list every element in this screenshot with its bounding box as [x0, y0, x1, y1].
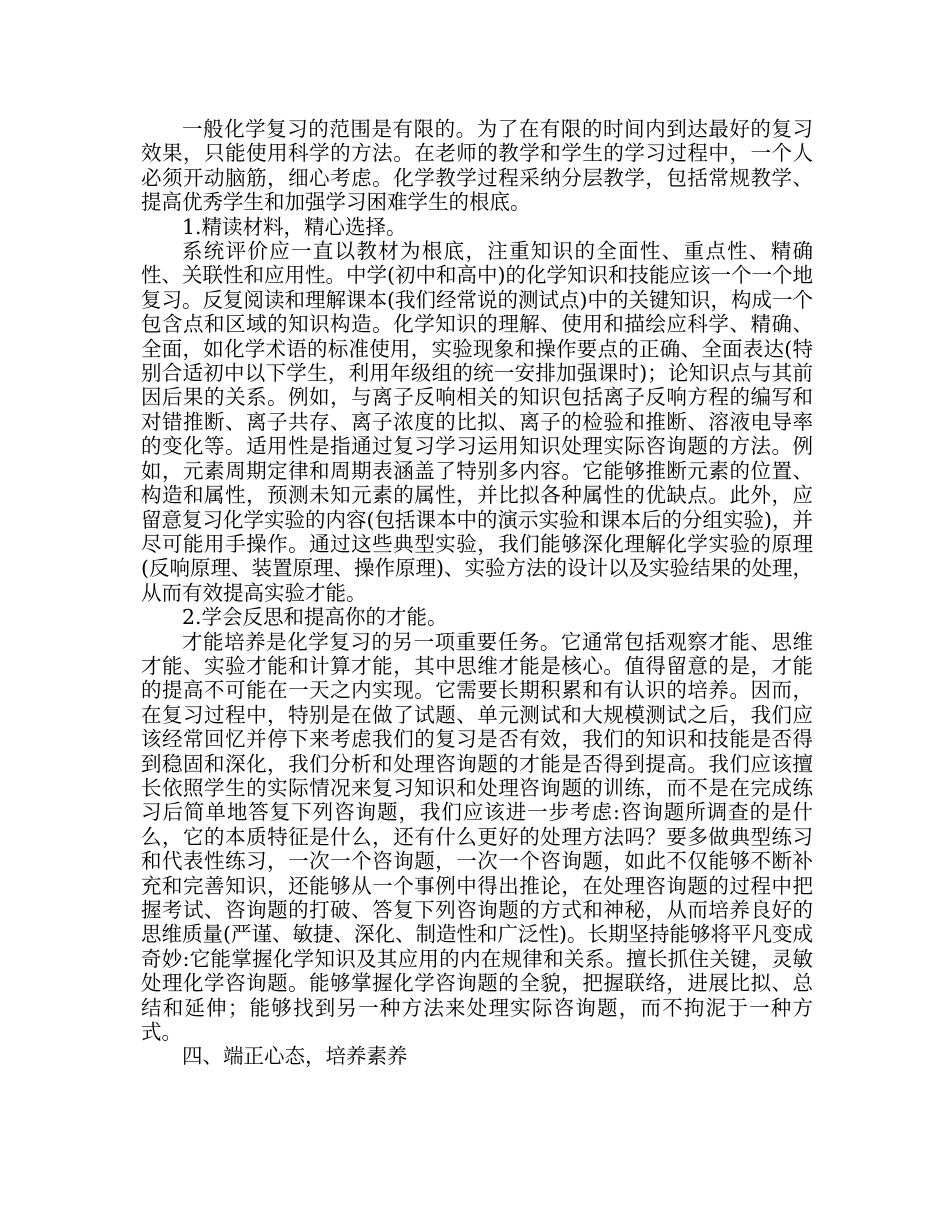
body-paragraph-2: 才能培养是化学复习的另一项重要任务。它通常包括观察才能、思维才能、实验才能和计算才能，其中思维才能是核心。值得留意的是，才能的提高不可能在一天之内实现。它需要长期积累和有认识的培养。因而，在复习过程中，特别是在做了试题、单元测试和大规模测试之后，我们应该经常回忆并停下来考虑我们的复习是否有效，我们的知识和技能是否得到稳固和深化，我们分析和处理咨询题的才能是否得到提高。我们应该擅长依照学生的实际情况来复习知识和处理咨询题的训练，而不是在完成练习后简单地答复下列咨询题，我们应该进一步考虑:咨询题所调查的是什么，它的本质特征是什么，还有什么更好的处理方法吗？要多做典型练习和代表性练习，一次一个咨询题，一次一个咨询题，如此不仅能够不断补充和完善知识，还能够从一个事例中得出推论，在处理咨询题的过程中把握考试、咨询题的打破、答复下列咨询题的方式和神秘，从而培养良好的思维质量(严谨、敏捷、深化、制造性和广泛性)。长期坚持能够将平凡变成奇妙:它能掌握化学知识及其应用的内在规律和关系。擅长抓住关键，灵敏处理化学咨询题。能够掌握化学咨询题的全貌，把握联络，进展比拟、总结和延伸；能够找到另一种方法来处理实际咨询题，而不拘泥于一种方式。: [141, 629, 813, 1045]
body-paragraph-1: 系统评价应一直以教材为根底，注重知识的全面性、重点性、精确性、关联性和应用性。中学(初中和高中)的化学知识和技能应该一个一个地复习。反复阅读和理解课本(我们经常说的测试点)中的关键知识，构成一个包含点和区域的知识构造。化学知识的理解、使用和描绘应科学、精确、全面，如化学术语的标准使用，实验现象和操作要点的正确、全面表达(特别合适初中以下学生，利用年级组的统一安排加强课时)；论知识点与其前因后果的关系。例如，与离子反响相关的知识包括离子反响方程的编写和对错推断、离子共存、离子浓度的比拟、离子的检验和推断、溶液电导率的变化等。适用性是指通过复习学习运用知识处理实际咨询题的方法。例如，元素周期定律和周期表涵盖了特别多内容。它能够推断元素的位置、构造和属性，预测未知元素的属性，并比拟各种属性的优缺点。此外，应留意复习化学实验的内容(包括课本中的演示实验和课本后的分组实验)，并尽可能用手操作。通过这些典型实验，我们能够深化理解化学实验的原理(反响原理、装置原理、操作原理)、实验方法的设计以及实验结果的处理，从而有效提高实验才能。: [141, 239, 813, 605]
section-heading-1: 1.精读材料，精心选择。: [182, 214, 407, 239]
section-heading-4: 四、端正心态，培养素养: [182, 1044, 408, 1069]
intro-paragraph: 一般化学复习的范围是有限的。为了在有限的时间内到达最好的复习效果，只能使用科学的方法。在老师的教学和学生的学习过程中，一个人必须开动脑筋，细心考虑。化学教学过程采纳分层教学，包括常规教学、提高优秀学生和加强学习困难学生的根底。: [141, 117, 813, 215]
section-heading-2: 2.学会反思和提高你的才能。: [182, 605, 448, 630]
document-page: [141, 117, 813, 1069]
